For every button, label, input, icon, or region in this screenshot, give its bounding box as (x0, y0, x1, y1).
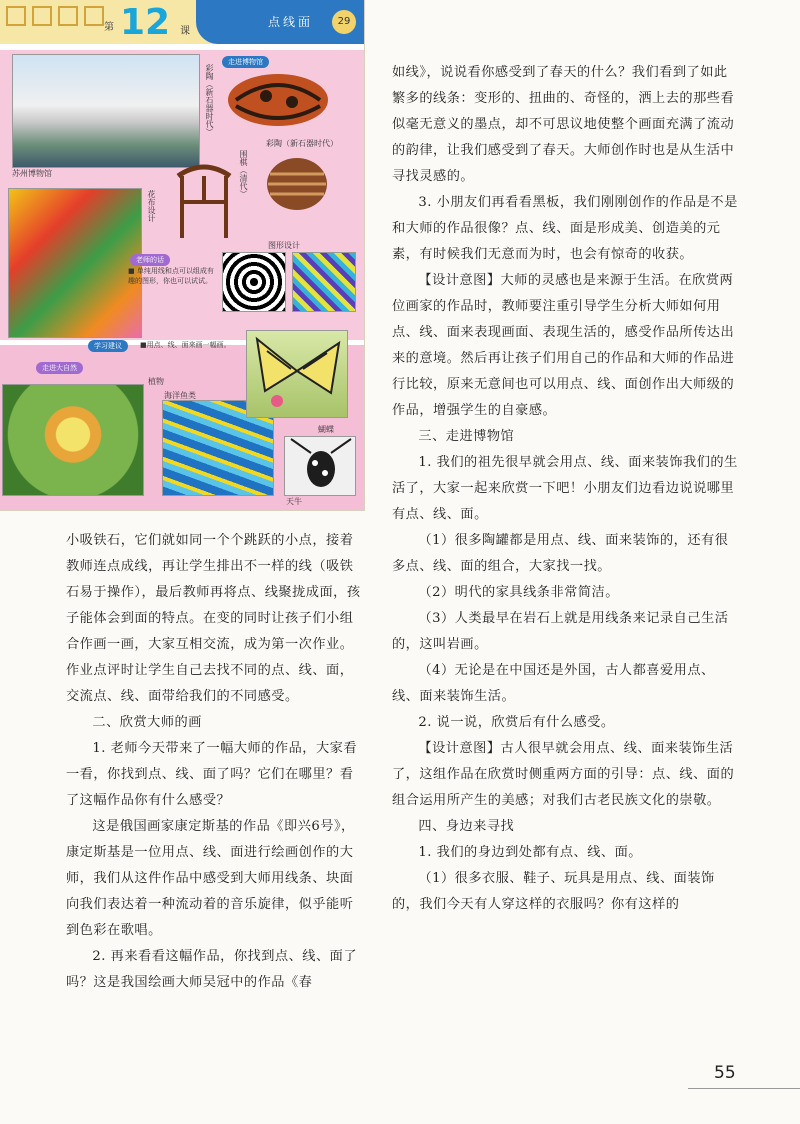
fabric-caption: 花布设计 (147, 190, 156, 222)
lesson-prefix: 第 (104, 22, 114, 33)
design-intent-paragraph: 【设计意图】古人很早就会用点、线、面来装饰生活了，这组作品在欣赏时侧重两方面的引导：点、线、面的组合运用所产生的美感；对我们古老民族文化的崇敬。 (392, 741, 735, 808)
paragraph: （4）无论是在中国还是外国，古人都喜爱用点、线、面来装饰生活。 (392, 663, 715, 704)
museum-photo (12, 54, 200, 168)
paragraph: 1. 我们的祖先很早就会用点、线、面来装饰我们的生活了，大家一起来欣赏一下吧！小朋友们边看边说说哪里有点、线、面。 (392, 455, 738, 522)
left-column (66, 528, 362, 996)
design-intent-paragraph: 【设计意图】大师的灵感也是来源于生活。在欣赏两位画家的作品时，教师要注重引导学生分析大师如何用点、线、面来表现画面、表现生活的，感受作品所传达出来的意境。然后再让孩子们用自己的作品和大师的作品进行比较，原来无意间也可以用点、线、面创作出大师级的作品，增强学生的自豪感。 (392, 273, 735, 418)
fabric-design-photo (8, 188, 142, 338)
pottery-caption: 彩陶（新石器时代） (266, 139, 338, 148)
ming-chair-photo (168, 156, 240, 242)
museum-tag: 走进博物馆 (222, 56, 269, 68)
paragraph: 2. 再来看看这幅作品，你找到点、线、面了吗？这是我国绘画大师吴冠中的作品《春 (66, 949, 358, 990)
inset-lesson-title: 点线面 (268, 15, 314, 29)
beetle-caption: 天牛 (286, 497, 302, 506)
fish-caption: 海洋鱼类 (164, 391, 196, 400)
decorative-square-icon (32, 6, 52, 26)
paragraph: 3. 小朋友们再看看黑板，我们刚刚创作的作品是不是和大师的作品很像？点、线、面是形成美、创造美的元素，有时候我们无意而为时，也会有惊奇的收获。 (392, 195, 738, 262)
basket-caption: 围棋（清代） (239, 150, 248, 198)
lesson-number: 12 (120, 2, 171, 43)
museum-caption: 苏州博物馆 (12, 169, 52, 178)
paragraph: 如线》，说说看你感受到了春天的什么？我们看到了如此繁多的线条：变形的、扭曲的、奇怪的，洒上去的那些看似毫无意义的墨点，却不可思议地使整个画面充满了流动的韵律，让我们感受到了春天。大师创作时也是从生活中寻找灵感的。 (392, 65, 735, 184)
decorative-square-icon (84, 6, 104, 26)
decorative-square-icon (6, 6, 26, 26)
paragraph: （3）人类最早在岩石上就是用线条来记录自己生活的，这叫岩画。 (392, 611, 729, 652)
inset-page-number: 29 (332, 10, 356, 34)
beetle-photo (284, 436, 356, 496)
graphic-design-caption: 图形设计 (268, 241, 300, 250)
page-number-rule (688, 1088, 800, 1089)
butterfly-photo (246, 330, 348, 418)
nature-tag: 走进大自然 (36, 362, 83, 374)
paragraph: 小吸铁石，它们就如同一个个跳跃的小点，接着教师连点成线，再让学生排出不一样的线（吸铁石易于操作），最后教师再将点、线聚拢成面，孩子能体会到面的特点。在变的同时让孩子们小组合作画一画，大家互相交流，成为第一次作业。作业点评时让学生自己去找不同的点、线、面，交流点、线、面带给我们的不同感受。 (66, 533, 361, 704)
painted-pottery-photo (216, 62, 336, 134)
paragraph: 2. 说一说，欣赏后有什么感受。 (418, 715, 615, 730)
paragraph: （1）很多陶罐都是用点、线、面来装饰的，还有很多点、线、面的组合，大家找一找。 (392, 533, 729, 574)
section-heading: 三、走进博物馆 (418, 429, 515, 444)
basket-photo (262, 150, 332, 214)
textbook-inset-image (0, 0, 365, 511)
paragraph: （2）明代的家具线条非常简洁。 (418, 585, 619, 600)
op-art-photo-1 (222, 252, 286, 312)
practice-tag: 学习建议 (88, 340, 128, 352)
op-art-photo-2 (292, 252, 356, 312)
butterfly-caption: 蝴蝶 (318, 425, 334, 434)
paragraph: 1. 老师今天带来了一幅大师的作品，大家看一看，你找到点、线、面了吗？它们在哪里？看了这幅作品你有什么感受？ (66, 741, 358, 808)
section-heading: 二、欣赏大师的画 (92, 715, 202, 730)
section-heading: 四、身边来寻找 (418, 819, 515, 834)
pottery-caption-vertical: 彩陶（新石器时代） (205, 64, 214, 136)
practice-text: ■用点、线、面来画一幅画。 (140, 341, 231, 349)
plant-caption: 植物 (148, 377, 164, 386)
plant-photo (2, 384, 144, 496)
paragraph: （1）很多衣服、鞋子、玩具是用点、线、面装饰的，我们今天有人穿这样的衣服吗？你有这样的 (392, 871, 715, 912)
right-column (392, 60, 740, 918)
paragraph: 1. 我们的身边到处都有点、线、面。 (418, 845, 642, 860)
teacher-tip: ■ 单纯用线和点可以组成有趣的图形，你也可以试试。 (128, 267, 214, 285)
lesson-suffix: 课 (180, 26, 190, 37)
page-number: 55 (714, 1063, 736, 1083)
decorative-square-icon (58, 6, 78, 26)
paragraph: 这是俄国画家康定斯基的作品《即兴6号》，康定斯基是一位用点、线、面进行绘画创作的大师，我们从这件作品中感受到大师用线条、块面向我们表达着一种流动着的音乐旋律，似乎能听到色彩在歌唱。 (66, 819, 355, 938)
teacher-tag: 老师的话 (130, 254, 170, 266)
